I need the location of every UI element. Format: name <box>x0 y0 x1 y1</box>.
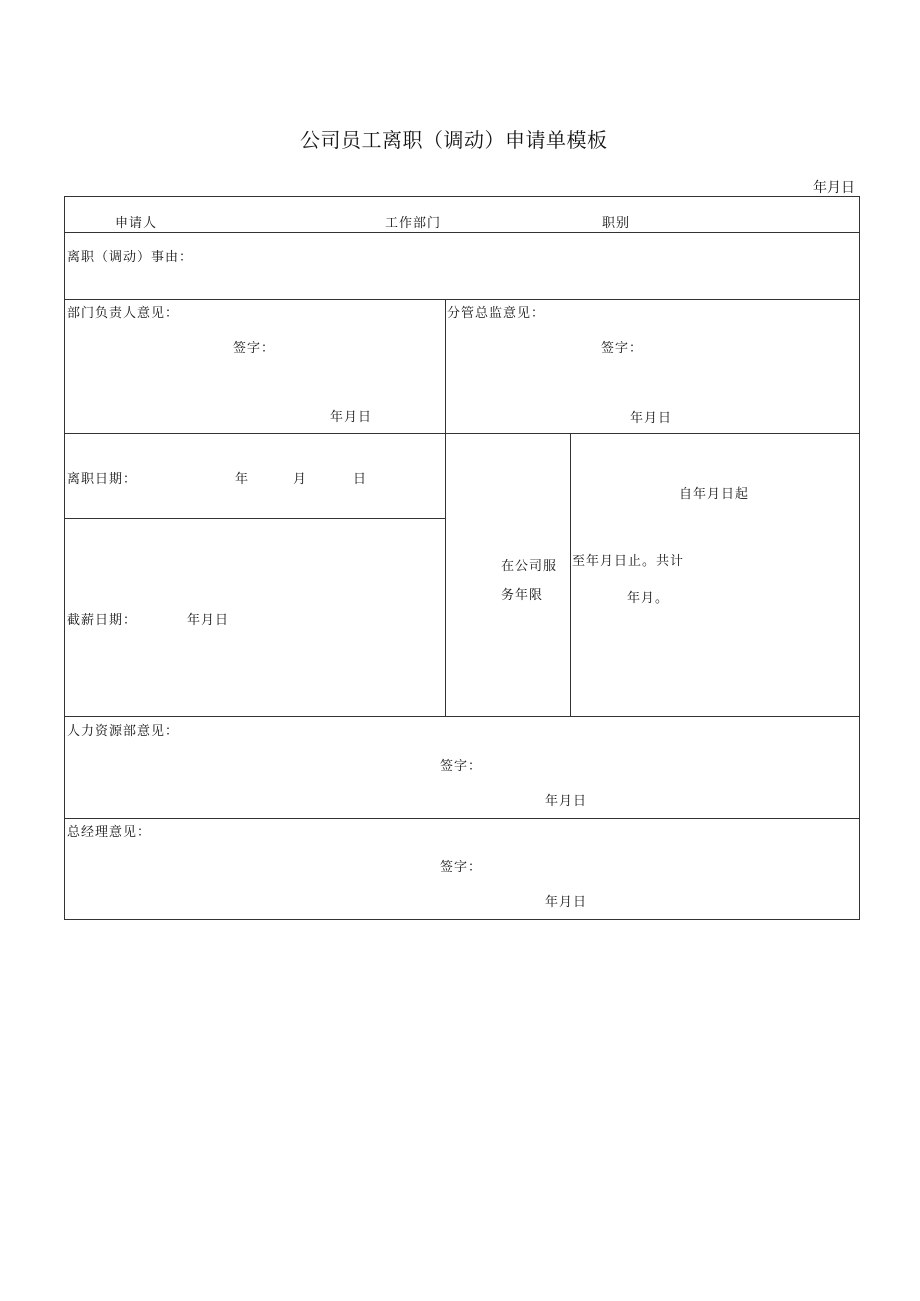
gm-sign-label: 签字： <box>440 860 483 875</box>
service-from: 自年月日起 <box>679 487 750 502</box>
row-divider <box>65 232 859 233</box>
leave-date-day: 日 <box>353 472 368 487</box>
row-divider <box>65 818 859 819</box>
service-total: 年月。 <box>627 591 670 606</box>
service-to: 至年月日止。共计 <box>572 554 685 569</box>
application-form <box>64 196 860 920</box>
dept-head-date: 年月日 <box>330 410 373 425</box>
dept-head-opinion-label: 部门负责人意见： <box>67 306 180 321</box>
leave-date-label: 离职日期： <box>67 472 138 487</box>
hr-sign-label: 签字： <box>440 759 483 774</box>
pay-cutoff-label: 截薪日期： <box>67 613 138 628</box>
row-divider <box>65 299 859 300</box>
leave-date-month: 月 <box>293 472 308 487</box>
column-divider <box>570 433 571 716</box>
position-label: 职别 <box>602 216 631 231</box>
hr-opinion-label: 人力资源部意见： <box>67 724 180 739</box>
row-divider <box>65 518 445 519</box>
applicant-label: 申请人 <box>115 216 158 231</box>
dept-head-sign-label: 签字： <box>233 341 276 356</box>
page-title: 公司员工离职（调动）申请单模板 <box>300 128 608 152</box>
gm-opinion-label: 总经理意见： <box>67 825 152 840</box>
row-divider <box>65 716 859 717</box>
row-divider <box>65 433 859 434</box>
supervisor-opinion-label: 分管总监意见： <box>447 306 546 321</box>
column-divider <box>445 299 446 716</box>
supervisor-sign-label: 签字： <box>601 341 644 356</box>
service-years-label: 务年限 <box>501 588 544 603</box>
service-years-label: 在公司服 <box>501 559 558 574</box>
leave-date-year: 年 <box>235 472 250 487</box>
pay-cutoff-date: 年月日 <box>187 613 230 628</box>
department-label: 工作部门 <box>385 216 442 231</box>
hr-date: 年月日 <box>545 794 588 809</box>
reason-label: 离职（调动）事由： <box>67 250 194 265</box>
form-date: 年月日 <box>813 180 855 196</box>
gm-date: 年月日 <box>545 895 588 910</box>
supervisor-date: 年月日 <box>630 411 673 426</box>
